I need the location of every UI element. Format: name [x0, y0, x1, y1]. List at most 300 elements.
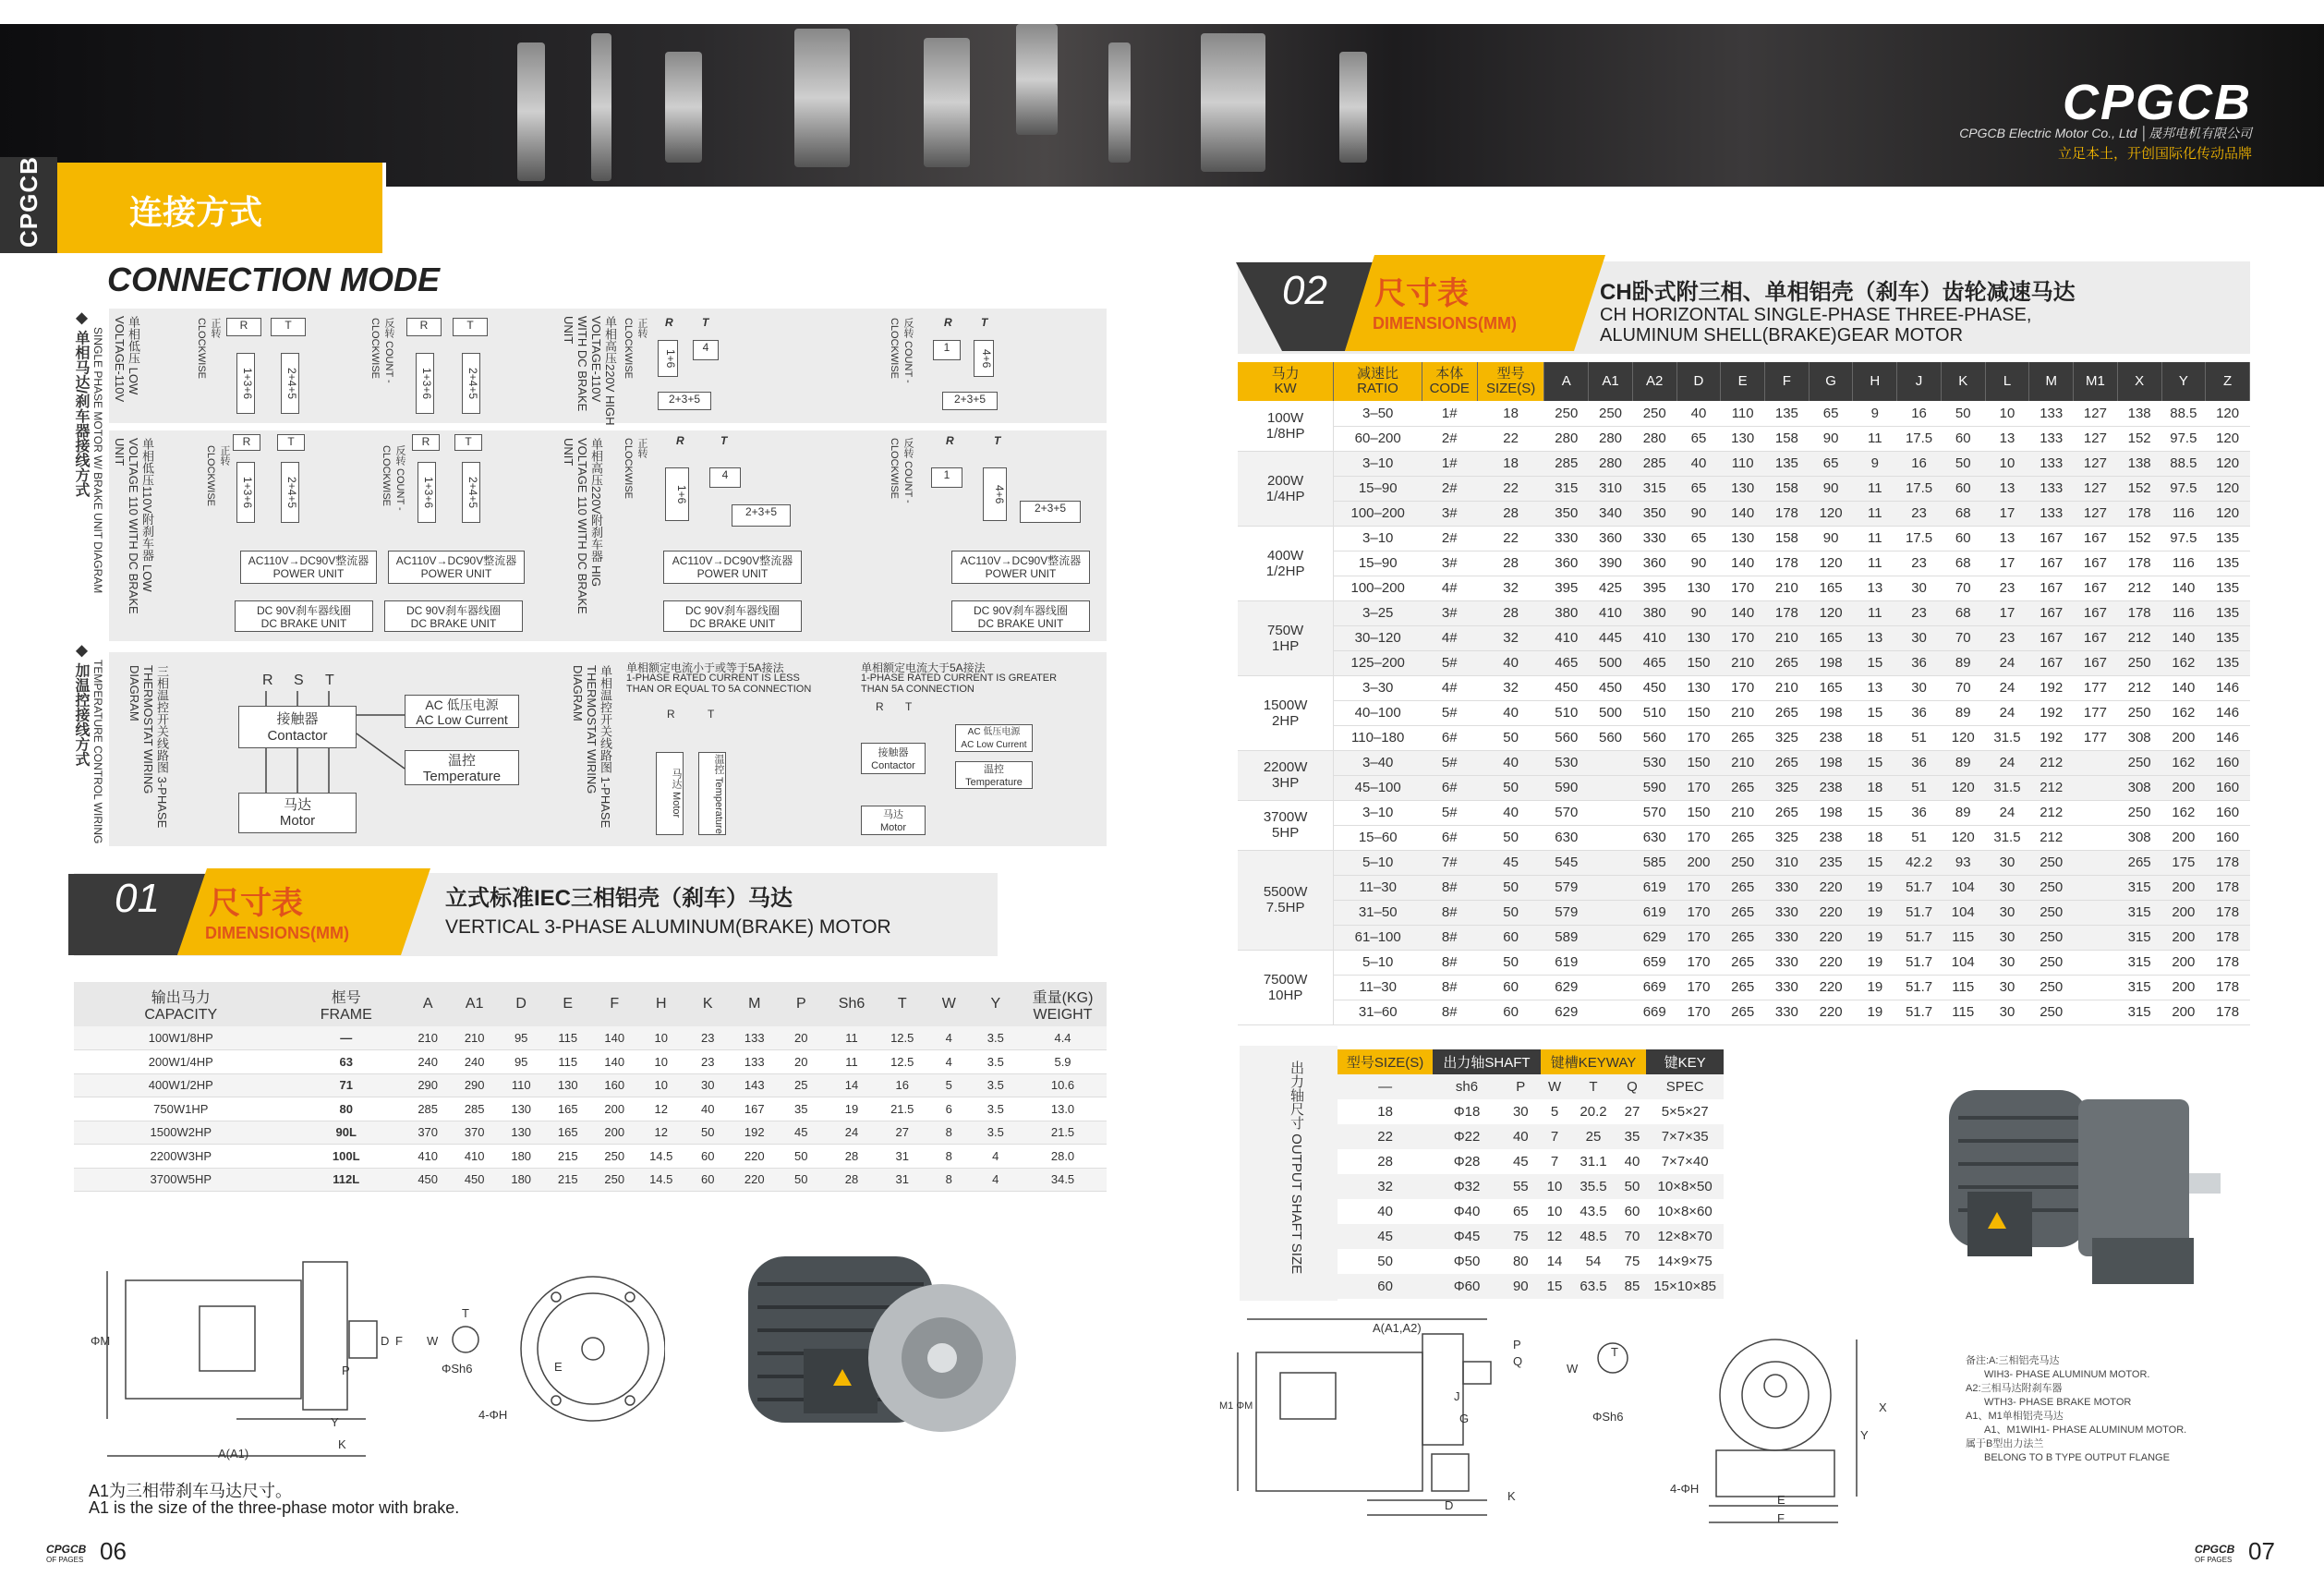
table-cell: [2074, 850, 2118, 875]
table-cell: 36: [1897, 750, 1942, 775]
table-cell: 110: [1721, 401, 1765, 426]
table-cell: 51.7: [1897, 950, 1942, 975]
table-cell: 112L: [288, 1168, 405, 1192]
table-cell: 4.4: [1019, 1026, 1107, 1050]
column-header: [1897, 362, 1942, 401]
table-cell: 410: [1589, 600, 1633, 625]
table-cell: 265: [1721, 1000, 1765, 1024]
table-cell: 410: [405, 1145, 452, 1169]
column-header: [684, 982, 732, 1026]
table-cell: 100–200: [1334, 501, 1422, 526]
table-cell: 619: [1544, 950, 1589, 975]
shaft-cell: 45: [1338, 1224, 1433, 1249]
table-cell: 178: [1765, 600, 1810, 625]
table-cell: 65: [1676, 426, 1721, 451]
header-line: M: [748, 996, 761, 1012]
table-cell: 120: [1809, 600, 1853, 625]
table-cell: 210: [1765, 625, 1810, 650]
table-cell: 127: [2074, 426, 2118, 451]
table-cell: 6: [926, 1097, 973, 1121]
table-cell: 22: [1477, 476, 1544, 501]
shaft-cell: 75: [1624, 1254, 1640, 1269]
header-line: A: [1561, 373, 1571, 389]
table-cell: 450: [1544, 675, 1589, 700]
shaft-subheader: —: [1338, 1074, 1433, 1099]
table-cell: 3.5: [973, 1121, 1020, 1145]
table-row: [74, 1168, 1107, 1192]
table-cell: 170: [1721, 576, 1765, 600]
table-cell: 250: [2029, 925, 2074, 950]
table-cell: 220: [1809, 925, 1853, 950]
table-cell: 95: [498, 1026, 545, 1050]
table-cell: 23: [684, 1050, 732, 1074]
table-cell: 15: [1853, 750, 1897, 775]
gear-motor-dim-table: [1238, 362, 2250, 1025]
capacity-line: 1/2HP: [1265, 563, 1305, 579]
contactor-box: 接触器 Contactor: [238, 706, 357, 748]
table-cell: 8#: [1422, 1000, 1477, 1024]
table-cell: 750W1HP: [74, 1097, 288, 1121]
table-cell: 5#: [1422, 700, 1477, 725]
table-cell: 165: [1809, 576, 1853, 600]
shaft-cell: Φ22: [1433, 1124, 1501, 1149]
table-cell: 395: [1632, 576, 1676, 600]
table-cell: 31–60: [1334, 1000, 1422, 1024]
column-header: [1019, 982, 1107, 1026]
shaft-cell: 12×8×70: [1646, 1224, 1724, 1249]
table-cell: 178: [2206, 925, 2250, 950]
table-cell: 13: [1853, 576, 1897, 600]
table-cell: 19: [1853, 900, 1897, 925]
shaft-cell: Φ45: [1433, 1224, 1501, 1249]
table-row: [1238, 900, 2250, 925]
shaft-cell: 50: [1377, 1254, 1393, 1269]
table-cell: 198: [1809, 750, 1853, 775]
header-line: D: [1693, 373, 1704, 389]
table-cell: 177: [2074, 675, 2118, 700]
table-cell: 350: [1632, 501, 1676, 526]
header-line: K: [702, 996, 713, 1012]
column-header: [973, 982, 1020, 1026]
shaft-cell: 32: [1338, 1174, 1433, 1199]
table-header-row: [1238, 362, 2250, 401]
table-cell: 167: [2029, 625, 2074, 650]
header-line: M: [2045, 373, 2057, 389]
table-cell: 330: [1765, 875, 1810, 900]
shaft-cell: 35: [1618, 1124, 1647, 1149]
table-cell: 250: [1721, 850, 1765, 875]
table-cell: 68: [1941, 501, 1985, 526]
table-cell: 3#: [1422, 551, 1477, 576]
table-cell: 11–30: [1334, 875, 1422, 900]
table-cell: 50: [1477, 950, 1544, 975]
table-cell: 4: [926, 1050, 973, 1074]
table-cell: 90: [1676, 600, 1721, 625]
table-cell: 16: [1897, 451, 1942, 476]
table-cell: 60: [1477, 925, 1544, 950]
table-cell: 410: [1544, 625, 1589, 650]
table-cell: 250: [2117, 700, 2161, 725]
column-header: [1334, 362, 1422, 401]
table-cell: 15: [1853, 650, 1897, 675]
table-cell: 15: [1853, 800, 1897, 825]
table-cell: 34.5: [1019, 1168, 1107, 1192]
table-row: [74, 1145, 1107, 1169]
table-cell: 89: [1941, 800, 1985, 825]
table-cell: 178: [2117, 501, 2161, 526]
table-cell: 152: [2117, 526, 2161, 551]
table-row: [1238, 875, 2250, 900]
table-cell: 45: [778, 1121, 825, 1145]
table-cell: 100L: [288, 1145, 405, 1169]
table-cell: 315: [2117, 950, 2161, 975]
table-cell: 198: [1809, 800, 1853, 825]
table-cell: 140: [1721, 501, 1765, 526]
table-cell: 100W1/8HP: [74, 1026, 288, 1050]
header-line: H: [1870, 373, 1881, 389]
table-cell: 25: [778, 1073, 825, 1097]
table-cell: 60: [684, 1168, 732, 1192]
remark-line: A1、M1WIH1- PHASE ALUMINUM MOTOR.: [1984, 1424, 2187, 1436]
shaft-cell: 10×8×50: [1646, 1174, 1724, 1199]
table-cell: 315: [1632, 476, 1676, 501]
table-cell: 19: [1853, 925, 1897, 950]
shaft-cell: 22: [1338, 1124, 1433, 1149]
table-cell: 165: [544, 1121, 591, 1145]
table-cell: 170: [1676, 950, 1721, 975]
table-cell: 250: [1589, 401, 1633, 426]
table-cell: 135: [2206, 600, 2250, 625]
shaft-subheader-row: [1338, 1074, 1724, 1099]
table-cell: 28.0: [1019, 1145, 1107, 1169]
table-cell: 177: [2074, 700, 2118, 725]
table-cell: 560: [1589, 725, 1633, 750]
table-cell: 135: [2206, 551, 2250, 576]
table-cell: 146: [2206, 675, 2250, 700]
table-cell: 50: [778, 1168, 825, 1192]
table-cell: 42.2: [1897, 850, 1942, 875]
table-cell: 198: [1809, 700, 1853, 725]
shaft-cell: 7×7×40: [1661, 1154, 1709, 1170]
table-cell: 133: [732, 1026, 779, 1050]
table-cell: 120: [2206, 451, 2250, 476]
table-cell: 130: [544, 1073, 591, 1097]
table-cell: 3.5: [973, 1073, 1020, 1097]
table-cell: 238: [1809, 825, 1853, 850]
table-cell: 110–180: [1334, 725, 1422, 750]
table-cell: 60: [1941, 426, 1985, 451]
table-cell: 290: [451, 1073, 498, 1097]
wiring-diagrams: ◆ 单相马达/刹车器接线方式 SINGLE PHASE MOTOR W/ BRAKE UNIT DIAGRAM 单相低压 LOW VOLTAGE-110V 正转 CLOCKWISE R T 1+3+6 2+4+5 反转 COUNT -CLOCKWISE R T 1+3+6 2+4+5 单相高压220V HIGH VOLTAGE-110V WITH DC BRAKE UNIT 正转 CLOCKWISE R T 1+6 4 2+3+5 反转 COUNT -CLOCKWISE R T 1 4+6 2+3+5 单相低压110V附刹车器 LOW VOLTAGE 110 WITH DC BRAKE UNIT 正转 CLOCKWISE R T 1+3+6 2+4+5 反转 COUNT -CLOCKWISE R T 1+3+6 2+4+5 AC110V→DC90V整流器 POWER UNIT AC110V→DC90V整流器 POWER UNIT DC 90V刹车器线圈 DC BRAKE UNIT DC 90V刹车器线圈 DC BRAKE UNIT 单相高压220V附刹车器 HIG VOLTAGE 110 WITH DC BRAKE UNIT 正转 CLOCKWISE R T 1+6 4 2+3+5 AC110V→DC90V整流器 POWER UNIT DC 90V刹车器线圈 DC BRAKE UNIT 反转 COUNT -CLOCKWISE R T 1 4+6 2+3+5 AC110V→DC90V整流器 POWER UNIT DC 90V刹车器线圈 DC BRAKE UNIT ◆ 加温控接线方式 TEMPERATURE CONTROL WIRING 三相温控开关线路图 3-PHASE THERMOSTAT WIRING DIAGRAM R S T 接触器 Contactor AC 低压电源 AC Low Current 温控 Temperature 马达 Motor 单相温控开关线路图 1-PHASE THERMOSTAT WIRING DIAGRAM 单相额定电流小于或等于5A接法 1-PHASE RATED CURRENT IS LESS THAN OR EQUAL TO 5A CONNECTION R T 马达 Motor 温控 Temperature 单相额定电流大于5A接法 1-PHASE RATED CURRENT IS GREATER THAN 5A CONNECTION R T 接触器 Contactor AC 低压电源 AC Low Current 温控 Temperature 马达 Motor: [74, 309, 1107, 846]
table-cell: 13: [1853, 675, 1897, 700]
section-tab: [57, 163, 386, 253]
table-cell: 178: [1765, 551, 1810, 576]
table-cell: 40: [1477, 750, 1544, 775]
column-header: [1721, 362, 1765, 401]
table-row: [1238, 426, 2250, 451]
remark-line: WTH3- PHASE BRAKE MOTOR: [1984, 1397, 2132, 1408]
table-cell: 17: [1985, 501, 2029, 526]
table-cell: 65: [1676, 476, 1721, 501]
table-row: [74, 1121, 1107, 1145]
header-line: A1: [1602, 373, 1619, 389]
table-cell: 500: [1589, 700, 1633, 725]
low-voltage-label: 单相低压 LOW VOLTAGE-110V: [113, 316, 140, 403]
table-cell: 70: [1941, 576, 1985, 600]
capacity-line: 3700W: [1263, 809, 1308, 825]
table-row: [1238, 501, 2250, 526]
table-cell: 212: [2029, 800, 2074, 825]
table-cell: 158: [1765, 426, 1810, 451]
table-cell: 310: [1765, 850, 1810, 875]
note-en: A1 is the size of the three-phase motor with brake.: [89, 1498, 460, 1517]
shaft-cell: 14×9×75: [1657, 1254, 1713, 1269]
table-cell: 265: [1765, 700, 1810, 725]
table-cell: 410: [451, 1145, 498, 1169]
table-cell: [2074, 925, 2118, 950]
table-cell: 8#: [1422, 875, 1477, 900]
table-cell: 370: [451, 1121, 498, 1145]
gear-motor-front-drawing: [1561, 1330, 1894, 1533]
table-cell: 152: [2117, 426, 2161, 451]
table-cell: 659: [1632, 950, 1676, 975]
table-cell: 280: [1589, 426, 1633, 451]
table-cell: 27: [878, 1121, 926, 1145]
table-cell: 70: [1941, 675, 1985, 700]
shaft-header: 键KEY: [1646, 1049, 1724, 1074]
table-cell: 450: [1589, 675, 1633, 700]
column-header: [778, 982, 825, 1026]
table-cell: 110: [1721, 451, 1765, 476]
table-cell: 90: [1676, 551, 1721, 576]
table-cell: 200W1/4HP: [74, 1050, 288, 1074]
table-cell: 71: [288, 1073, 405, 1097]
shaft-cell: 5: [1550, 1104, 1559, 1120]
table-cell: 3–10: [1334, 526, 1422, 551]
shaft-row: [1338, 1124, 1724, 1149]
shaft-cell: 35.5: [1568, 1174, 1617, 1199]
column-header: [1985, 362, 2029, 401]
table-cell: 31: [878, 1168, 926, 1192]
table-cell: 50: [1477, 875, 1544, 900]
table-cell: 265: [1721, 825, 1765, 850]
table-cell: 630: [1632, 825, 1676, 850]
table-cell: 250: [1544, 401, 1589, 426]
shaft-cell: 10: [1546, 1204, 1563, 1219]
page-logo-right: CPGCB OF PAGES: [2195, 1543, 2235, 1564]
table-cell: 545: [1544, 850, 1589, 875]
table-cell: [1589, 750, 1633, 775]
table-cell: 170: [1676, 975, 1721, 1000]
shaft-cell: 60: [1624, 1204, 1640, 1219]
table-cell: 30: [684, 1073, 732, 1097]
table-cell: 220: [732, 1168, 779, 1192]
table-cell: 16: [1897, 401, 1942, 426]
table-cell: 140: [1721, 551, 1765, 576]
header-line: 框号: [331, 989, 361, 1006]
capacity-line: 400W: [1267, 547, 1304, 564]
shaft-cell: 48.5: [1568, 1224, 1617, 1249]
table-row: [1238, 401, 2250, 426]
table-cell: 133: [2029, 401, 2074, 426]
table-cell: 2#: [1422, 426, 1477, 451]
table-cell: 579: [1544, 900, 1589, 925]
table-cell: 315: [2117, 925, 2161, 950]
column-header: [288, 982, 405, 1026]
shaft-cell: 30: [1512, 1104, 1529, 1120]
table-cell: 11: [1853, 551, 1897, 576]
table-cell: 21.5: [1019, 1121, 1107, 1145]
table-cell: 9: [1853, 401, 1897, 426]
table-cell: 89: [1941, 750, 1985, 775]
column-header: [1632, 362, 1676, 401]
table-cell: 308: [2117, 725, 2161, 750]
table-row: [1238, 775, 2250, 800]
table-cell: 212: [2117, 625, 2161, 650]
column-header: [2161, 362, 2206, 401]
table-row: [74, 1097, 1107, 1121]
table-cell: 198: [1809, 650, 1853, 675]
table-cell: 192: [2029, 675, 2074, 700]
table-cell: 93: [1941, 850, 1985, 875]
table-cell: 135: [2206, 625, 2250, 650]
table-cell: 40: [1477, 800, 1544, 825]
table-cell: 13: [1853, 625, 1897, 650]
table-cell: 178: [2206, 975, 2250, 1000]
table-cell: 200: [2161, 725, 2206, 750]
table-cell: 63: [288, 1050, 405, 1074]
low-brake-label: 单相低压110V附刹车器 LOW VOLTAGE 110 WITH DC BRAKE UNIT: [113, 438, 154, 614]
table-cell: 325: [1765, 775, 1810, 800]
table-cell: 315: [2117, 900, 2161, 925]
table-row: [1238, 625, 2250, 650]
shaft-cell: 15×10×85: [1646, 1274, 1724, 1299]
capacity-line: 200W: [1267, 472, 1304, 489]
table-cell: 167: [2074, 576, 2118, 600]
shaft-cell: 70: [1618, 1224, 1647, 1249]
table-cell: 120: [2206, 401, 2250, 426]
table-cell: 450: [451, 1168, 498, 1192]
shaft-cell: 43.5: [1580, 1204, 1607, 1219]
table-cell: 6#: [1422, 775, 1477, 800]
table-cell: 146: [2206, 725, 2250, 750]
table-cell: 138: [2117, 401, 2161, 426]
column-header: [591, 982, 638, 1026]
dim-title-cn-02: CH卧式附三相、单相铝壳（刹车）齿轮减速马达: [1600, 280, 2076, 305]
shaft-row: [1338, 1174, 1724, 1199]
header-line: E: [563, 996, 574, 1012]
capacity-line: 1HP: [1272, 637, 1300, 654]
table-cell: 140: [2161, 625, 2206, 650]
table-cell: 220: [1809, 875, 1853, 900]
table-cell: 18: [1477, 451, 1544, 476]
table-cell: 360: [1544, 551, 1589, 576]
column-header: [1765, 362, 1810, 401]
table-cell: 162: [2161, 750, 2206, 775]
table-cell: 200: [2161, 925, 2206, 950]
table-row: [1238, 700, 2250, 725]
header-line: KW: [1274, 381, 1297, 396]
table-cell: 50: [1477, 825, 1544, 850]
table-cell: 210: [1721, 650, 1765, 675]
table-cell: 8: [926, 1168, 973, 1192]
shaft-cell: Φ28: [1453, 1154, 1481, 1170]
table-cell: 30: [1985, 900, 2029, 925]
table-cell: 4#: [1422, 675, 1477, 700]
table-cell: 150: [1676, 800, 1721, 825]
table-cell: 10: [1985, 451, 2029, 476]
table-cell: 240: [451, 1050, 498, 1074]
shaft-subheader: W: [1541, 1074, 1569, 1099]
table-cell: [1589, 950, 1633, 975]
table-cell: 150: [1676, 750, 1721, 775]
header-line: A: [422, 996, 433, 1012]
table-cell: 16: [878, 1073, 926, 1097]
table-cell: 21.5: [878, 1097, 926, 1121]
table-cell: 330: [1544, 526, 1589, 551]
table-cell: 200: [591, 1097, 638, 1121]
header-line: 型号: [1496, 366, 1525, 382]
shaft-cell: 7: [1541, 1124, 1569, 1149]
shaft-cell: Φ32: [1433, 1174, 1501, 1199]
column-header: [1853, 362, 1897, 401]
table-cell: 167: [2074, 551, 2118, 576]
table-cell: 560: [1632, 725, 1676, 750]
table-cell: 3–10: [1334, 451, 1422, 476]
capacity-line: 1/4HP: [1265, 488, 1305, 504]
table-cell: 40–100: [1334, 700, 1422, 725]
table-cell: 330: [1765, 950, 1810, 975]
shaft-cell: 45: [1512, 1154, 1529, 1170]
shaft-subheader: Q: [1618, 1074, 1647, 1099]
remark-line: 备注:A:三相铝壳马达: [1966, 1355, 2060, 1366]
table-cell: 19: [825, 1097, 879, 1121]
table-cell: 116: [2161, 501, 2206, 526]
shaft-cell: 40: [1624, 1154, 1640, 1170]
column-header: [1477, 362, 1544, 401]
shaft-row: [1338, 1274, 1724, 1299]
table-cell: 17.5: [1897, 476, 1942, 501]
table-cell: 31.5: [1985, 775, 2029, 800]
table-cell: 200: [2161, 875, 2206, 900]
vertical-motor-side-drawing: [89, 1234, 421, 1474]
table-cell: 3–40: [1334, 750, 1422, 775]
table-cell: 629: [1544, 1000, 1589, 1024]
column-header: [405, 982, 452, 1026]
table-cell: 3–30: [1334, 675, 1422, 700]
header-line: A1: [465, 996, 484, 1012]
table-cell: 116: [2161, 551, 2206, 576]
table-cell: 395: [1544, 576, 1589, 600]
table-cell: 250: [2029, 950, 2074, 975]
table-cell: 135: [2206, 650, 2250, 675]
capacity-line: 7.5HP: [1265, 900, 1305, 915]
column-header: [637, 982, 684, 1026]
table-cell: 110: [498, 1073, 545, 1097]
table-cell: 51.7: [1897, 925, 1942, 950]
table-row: [1238, 476, 2250, 501]
table-cell: 390: [1589, 551, 1633, 576]
table-cell: 2200W3HP: [74, 1145, 288, 1169]
shaft-subheader: SPEC: [1646, 1074, 1724, 1099]
table-cell: 210: [1721, 700, 1765, 725]
capacity-line: 10HP: [1267, 987, 1303, 1003]
shaft-row: [1338, 1249, 1724, 1274]
table-cell: 280: [1589, 451, 1633, 476]
table-cell: [1589, 775, 1633, 800]
table-cell: 17.5: [1897, 426, 1942, 451]
table-cell: 130: [1676, 576, 1721, 600]
